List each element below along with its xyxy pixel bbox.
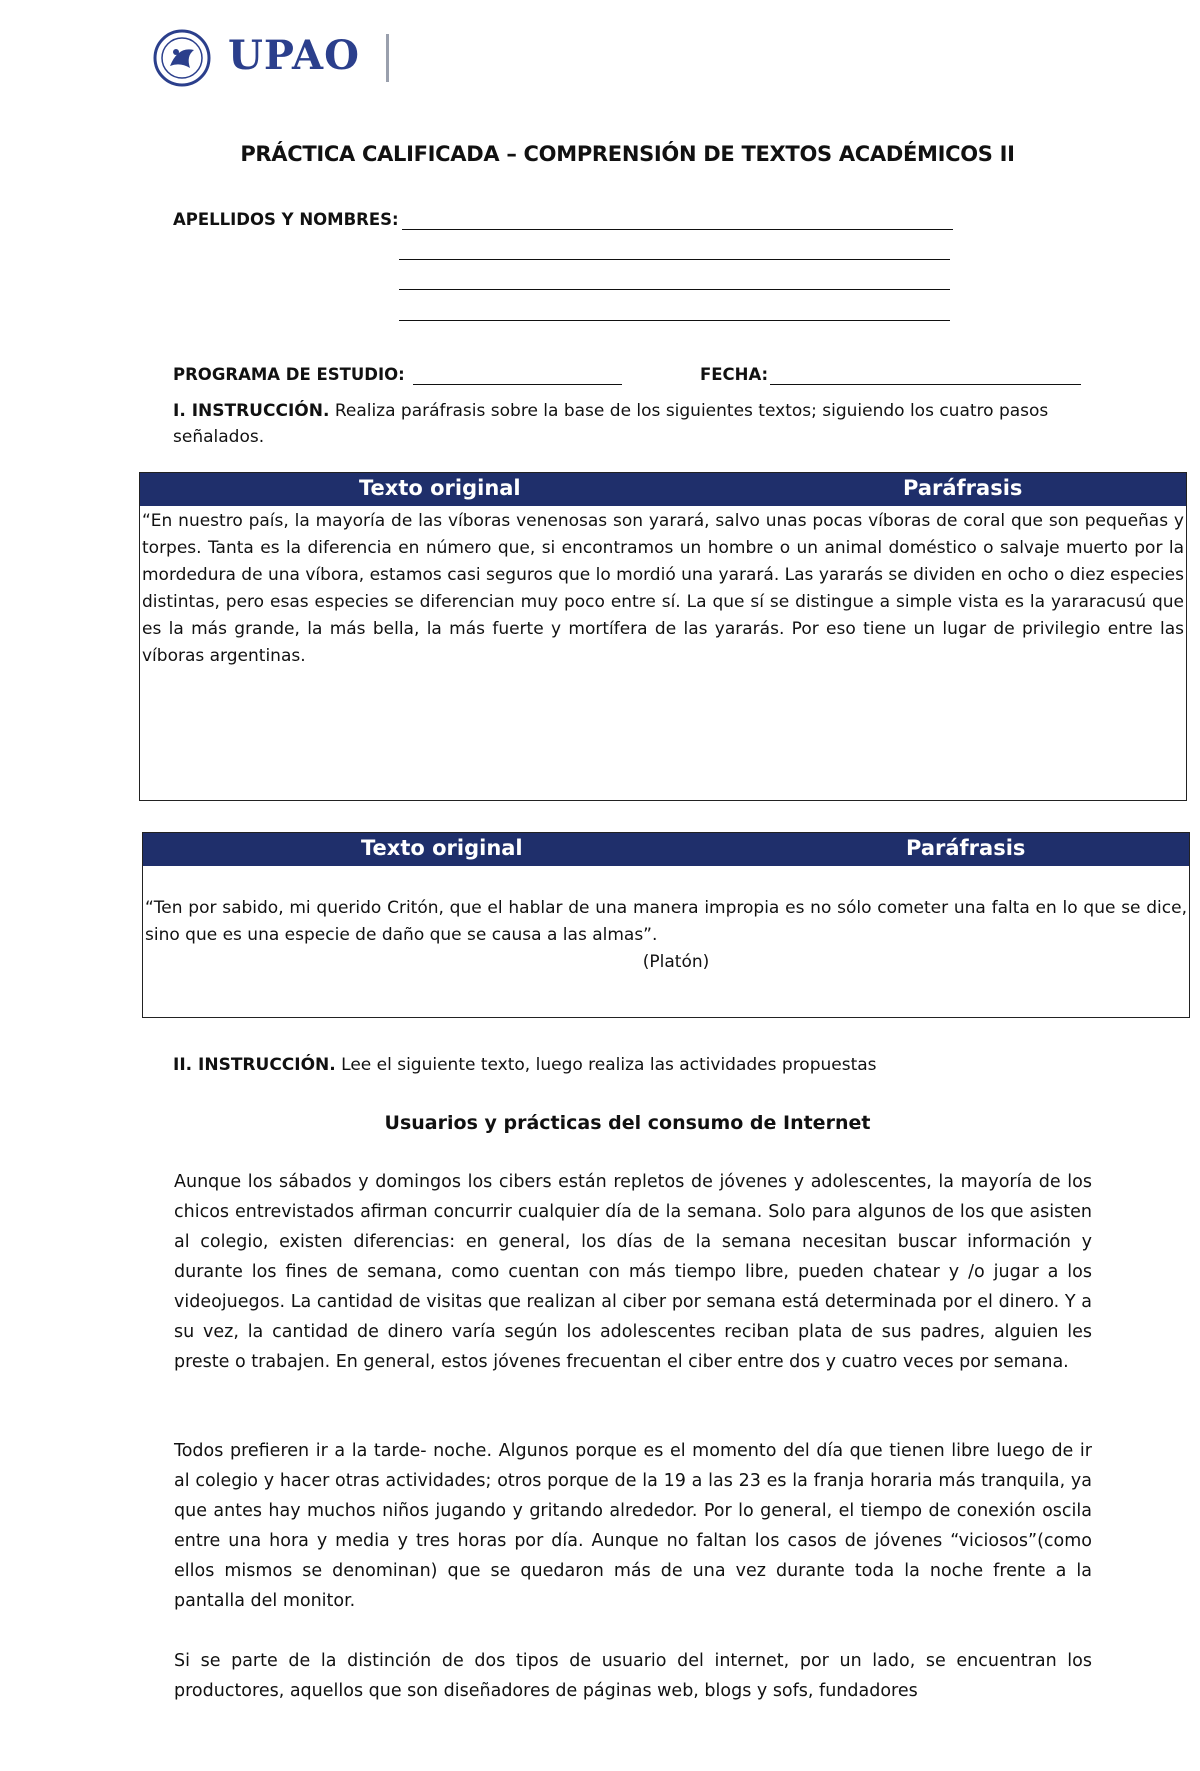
logo-divider bbox=[386, 34, 389, 82]
reading-paragraph-2: Todos prefieren ir a la tarde- noche. Algunos porque es el momento del día que tienen libre luego de ir al colegio y hacer otras actividades; otros porque de la 19 a las 23 es la franja horaria más tranquila, ya que antes hay muchos niños jugando y gritando alrededor. Por lo general, el tiempo de conexión oscila entre una hora y media y tres horas por día. Aunque no faltan los casos de jóvenes “viciosos”(como ellos mismos se denominan) que se quedaron más de una vez durante toda la noche frente a la pantalla del monitor. bbox=[174, 1441, 1092, 1611]
table-1-col-original: Texto original bbox=[359, 476, 521, 500]
instruction-2-text: Lee el siguiente texto, luego realiza las actividades propuestas bbox=[341, 1055, 877, 1075]
table-2-header bbox=[143, 833, 1189, 866]
table-2-author: (Platón) bbox=[642, 952, 710, 972]
paraphrase-table-2 bbox=[142, 832, 1190, 1018]
name-field-line-4[interactable] bbox=[399, 320, 950, 321]
instruction-1 bbox=[173, 398, 1093, 450]
name-field-line-1[interactable] bbox=[402, 229, 953, 230]
university-logo bbox=[150, 28, 410, 88]
logo-text: UPAO bbox=[228, 32, 360, 79]
name-label: APELLIDOS Y NOMBRES: bbox=[173, 210, 399, 229]
reading-title: Usuarios y prácticas del consumo de Internet bbox=[384, 1112, 871, 1134]
instruction-2-label: II. INSTRUCCIÓN. bbox=[173, 1055, 336, 1075]
name-field-line-3[interactable] bbox=[399, 289, 950, 290]
table-2-col-original: Texto original bbox=[361, 836, 523, 860]
table-1-header bbox=[140, 473, 1186, 506]
reading-paragraph-3: Si se parte de la distinción de dos tipos de usuario del internet, por un lado, se encuentran los productores, aquellos que son diseñadores de páginas web, blogs y sofs, fundadores bbox=[174, 1651, 1092, 1701]
reading-paragraph-1: Aunque los sábados y domingos los cibers están repletos de jóvenes y adolescentes, la mayoría de los chicos entrevistados afirman concurrir cualquier día de la semana. Solo para algunos de los que asisten al colegio, existen diferencias: en general, los días de la semana necesitan buscar información y durante los fines de semana, como cuentan con más tiempo libre, pueden chatear y /o jugar a los videojuegos. La cantidad de visitas que realizan al ciber por semana está determinada por el dinero. Y a su vez, la cantidad de dinero varía según los adolescentes reciban plata de sus padres, alguien les preste o trabajen. En general, estos jóvenes frecuentan el ciber entre dos y cuatro veces por semana. bbox=[174, 1172, 1092, 1372]
paraphrase-table-1 bbox=[139, 472, 1187, 801]
instruction-1-label: I. INSTRUCCIÓN. bbox=[173, 401, 330, 421]
instruction-2 bbox=[173, 1052, 1093, 1078]
program-label: PROGRAMA DE ESTUDIO: bbox=[173, 365, 405, 384]
instruction-1-text: Realiza paráfrasis sobre la base de los siguientes textos; siguiendo los cuatro pasos señalados. bbox=[173, 401, 1049, 447]
page-title: PRÁCTICA CALIFICADA – COMPRENSIÓN DE TEXTOS ACADÉMICOS II bbox=[240, 142, 1015, 166]
table-2-quote: “Ten por sabido, mi querido Critón, que el hablar de una manera impropia es no sólo cometer una falta en lo que se dice, sino que es una especie de daño que se causa a las almas”. bbox=[145, 898, 1187, 945]
date-field-line[interactable] bbox=[770, 384, 1081, 385]
table-1-original-text: “En nuestro país, la mayoría de las víboras venenosas son yarará, salvo unas pocas víboras de coral que son pequeñas y torpes. Tanta es la diferencia en número que, si encontramos un hombre o un animal doméstico o salvaje muerto por la mordedura de una víbora, estamos casi seguros que lo mordió una yarará. Las yararás se dividen en ocho o diez especies distintas, pero esas especies se diferencian muy poco entre sí. La que sí se distingue a simple vista es la yararacusú que es la más grande, la más bella, la más fuerte y mortífera de las yararás. Por eso tiene un lugar de privilegio entre las víboras argentinas. bbox=[142, 511, 1184, 666]
program-field-line[interactable] bbox=[413, 384, 622, 385]
table-2-col-paraphrase: Paráfrasis bbox=[906, 836, 1026, 860]
date-label: FECHA: bbox=[700, 365, 769, 384]
university-seal-icon bbox=[150, 28, 214, 88]
name-field-line-2[interactable] bbox=[399, 259, 950, 260]
table-2-original-text bbox=[143, 893, 1189, 976]
table-1-col-paraphrase: Paráfrasis bbox=[903, 476, 1023, 500]
